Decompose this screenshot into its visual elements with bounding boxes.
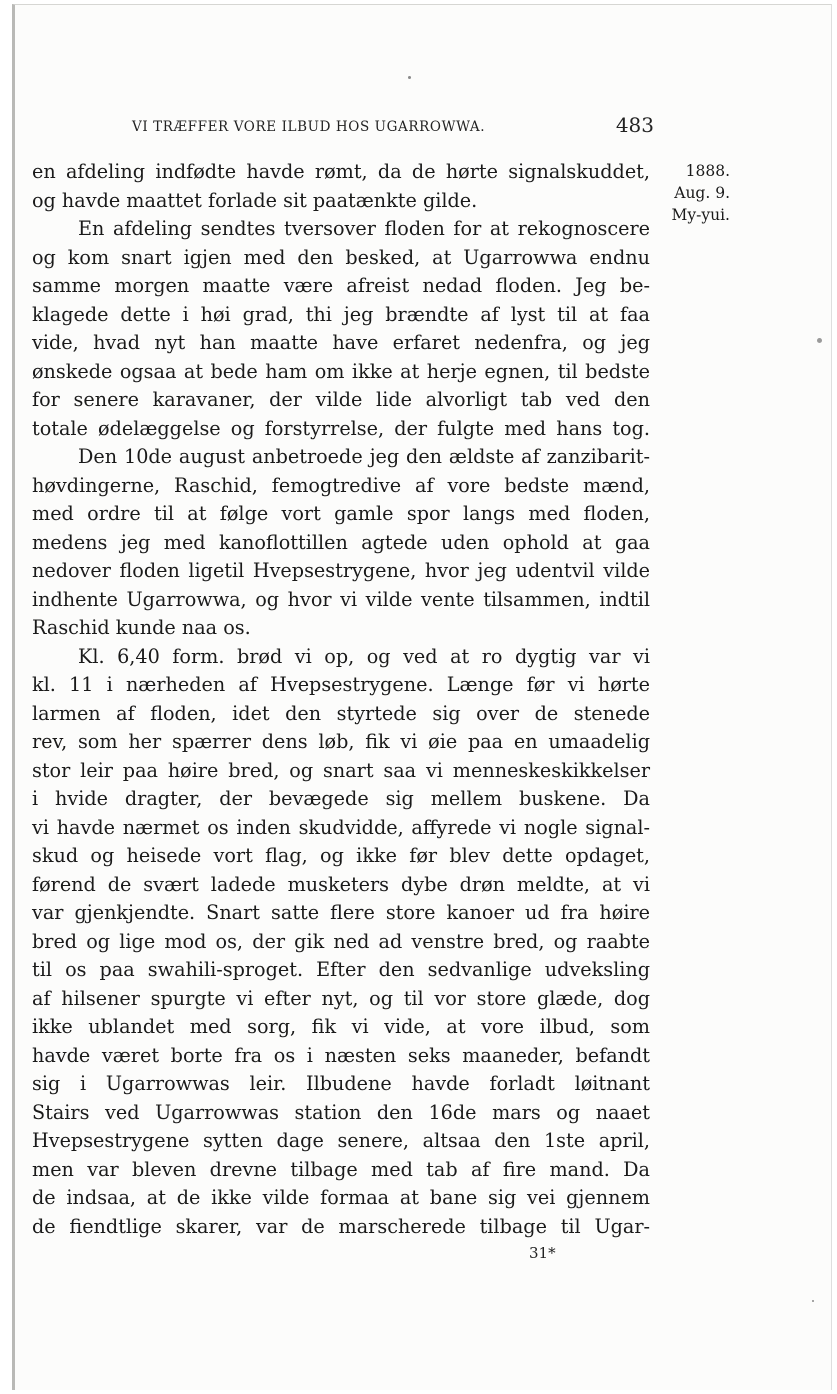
paper-speck	[812, 1300, 814, 1302]
text-line: Hvepsestrygene sytten dage senere, altsaa den 1ste april,	[32, 1129, 650, 1152]
text-line: totale ødelæggelse og forstyrrelse, der fulgte med hans tog.	[32, 416, 650, 440]
paper-speck	[408, 76, 411, 79]
text-line: førend de svært ladede musketers dybe drøn meldte, at vi	[32, 872, 650, 896]
text-line: de indsaa, at de ikke vilde formaa at bane sig vei gjennem	[32, 1186, 650, 1209]
margin-note	[660, 160, 730, 226]
text-line: ønskede ogsaa at bede ham om ikke at herje egnen, til bedste	[32, 359, 650, 383]
body-text	[32, 158, 650, 1241]
page-number: 483	[615, 113, 654, 137]
paper-speck	[817, 338, 822, 343]
text-line: stor leir paa høire bred, og snart saa vi menneskeskikkelser	[32, 758, 650, 782]
text-line: sig i Ugarrowwas leir. Ilbudene havde forladt løitnant	[32, 1072, 650, 1095]
text-line: Stairs ved Ugarrowwas station den 16de mars og naaet	[32, 1100, 650, 1124]
text-line: til os paa swahili-sproget. Efter den sedvanlige udveksling	[32, 958, 650, 981]
text-line: havde været borte fra os i næsten seks maaneder, befandt	[32, 1043, 650, 1067]
text-line: Den 10de august anbetroede jeg den ældste af zanzibarit-	[78, 445, 650, 468]
text-line: i hvide dragter, der bevægede sig mellem buskene. Da	[32, 787, 650, 810]
text-line: de fiendtlige skarer, var de marscherede tilbage til Ugar-	[32, 1214, 650, 1238]
text-line: larmen af floden, idet den styrtede sig over de stenede	[32, 701, 650, 725]
text-line: skud og heisede vort flag, og ikke før blev dette opdaget,	[32, 844, 650, 867]
text-line: var gjenkjendte. Snart satte flere store kanoer ud fra høire	[32, 901, 650, 924]
text-line: rev, som her spærrer dens løb, fik vi øie paa en umaadelig	[32, 730, 650, 753]
running-title: VI TRÆFFER VORE ILBUD HOS UGARROWWA.	[132, 119, 486, 135]
text-line: Kl. 6,40 form. brød vi op, og ved at ro dygtig var vi	[78, 644, 650, 668]
text-line: høvdingerne, Raschid, femogtredive af vore bedste mænd,	[32, 473, 650, 497]
text-line: kl. 11 i nærheden af Hvepsestrygene. Længe før vi hørte	[32, 673, 650, 696]
text-line: for senere karavaner, der vilde lide alvorligt tab ved den	[32, 388, 650, 411]
text-line: med ordre til at følge vort gamle spor langs med floden,	[32, 502, 650, 525]
text-line: En afdeling sendtes tversover floden for at rekognoscere	[78, 217, 650, 240]
text-line: og kom snart igjen med den besked, at Ugarrowwa endnu	[32, 245, 650, 269]
margin-date-line: Aug. 9.	[674, 184, 730, 202]
text-line: men var bleven drevne tilbage med tab af fire mand. Da	[32, 1157, 650, 1181]
signature-mark: 31*	[529, 1244, 556, 1262]
text-line: medens jeg med kanoflottillen agtede uden ophold at gaa	[32, 530, 650, 554]
text-line: klagede dette i høi grad, thi jeg brændte af lyst til at faa	[32, 302, 650, 326]
text-line: vide, hvad nyt han maatte have erfaret nedenfra, og jeg	[32, 331, 650, 354]
text-line: Raschid kunde naa os.	[32, 616, 251, 639]
text-line: en afdeling indfødte havde rømt, da de hørte signalskuddet,	[32, 160, 650, 183]
text-line: nedover floden ligetil Hvepsestrygene, hvor jeg udentvil vilde	[32, 559, 650, 582]
text-line: indhente Ugarrowwa, og hvor vi vilde vente tilsammen, indtil	[32, 587, 650, 611]
running-head	[132, 113, 654, 141]
margin-date-line: 1888.	[685, 162, 730, 180]
text-line: ikke ublandet med sorg, fik vi vide, at vore ilbud, som	[32, 1015, 650, 1038]
text-line: samme morgen maatte være afreist nedad floden. Jeg be-	[32, 274, 650, 297]
text-line: bred og lige mod os, der gik ned ad venstre bred, og raabte	[32, 929, 650, 953]
margin-date-line: My-yui.	[671, 206, 730, 224]
text-line: vi havde nærmet os inden skudvidde, affyrede vi nogle signal-	[32, 815, 650, 839]
text-line: og havde maattet forlade sit paatænkte gilde.	[32, 188, 478, 212]
text-line: af hilsener spurgte vi efter nyt, og til vor store glæde, dog	[32, 986, 650, 1010]
